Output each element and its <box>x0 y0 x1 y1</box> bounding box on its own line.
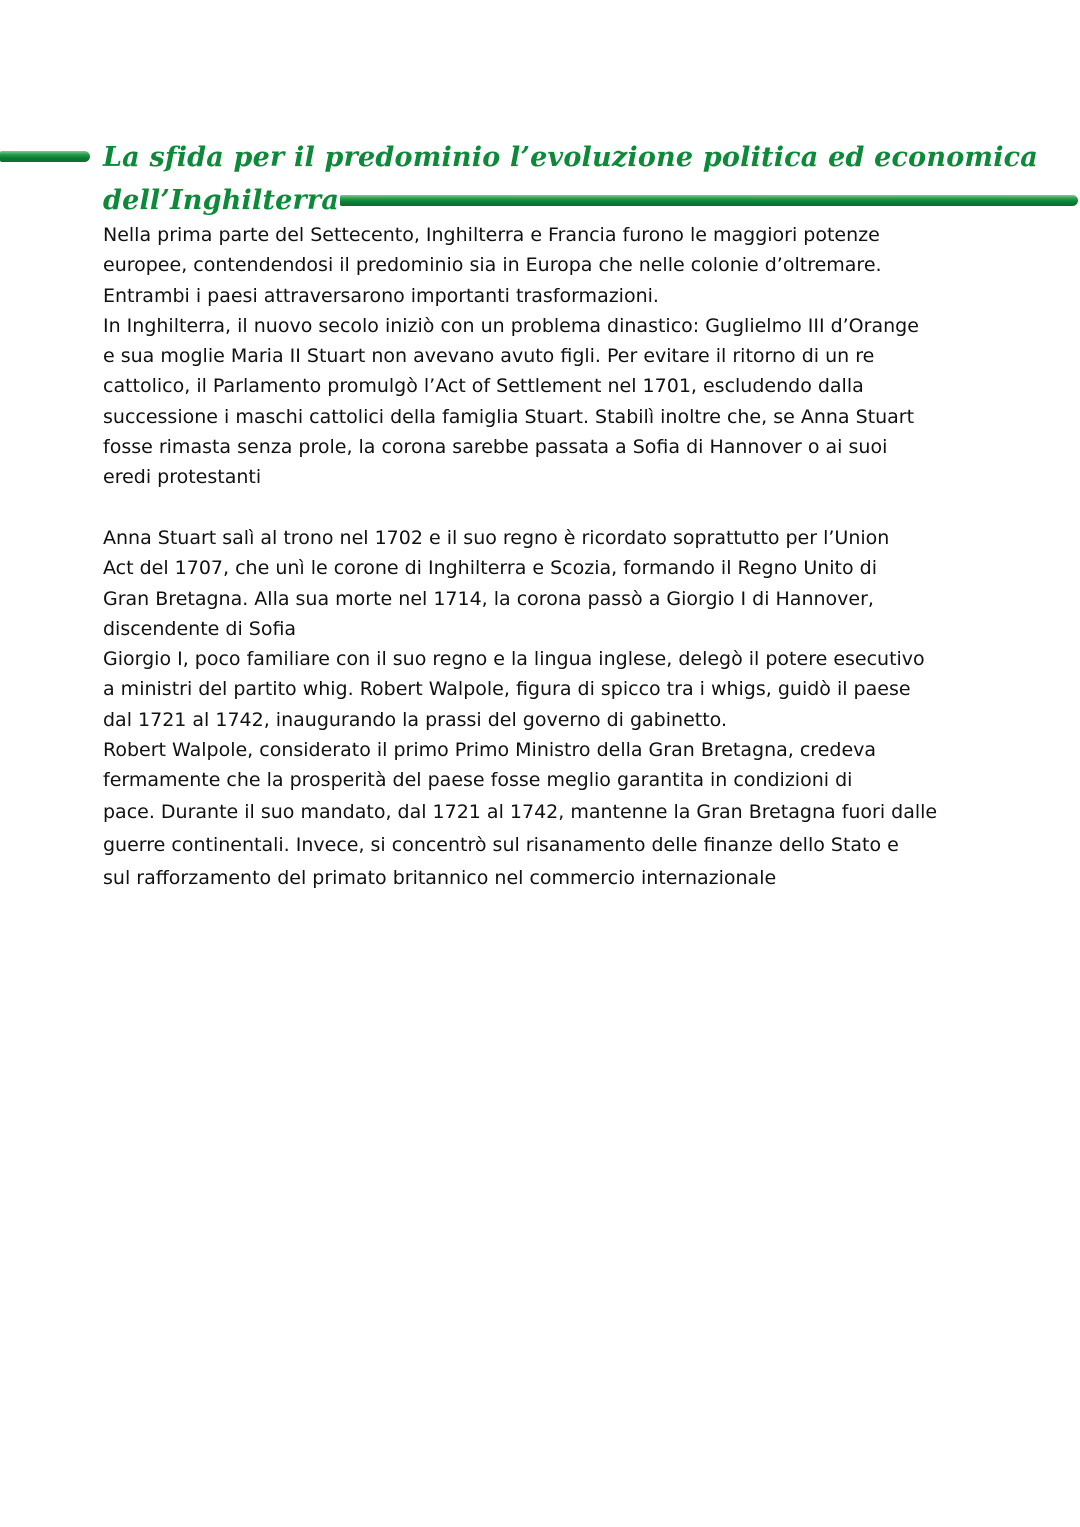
text-line: e sua moglie Maria II Stuart non avevano avuto figli. Per evitare il ritorno di un re <box>103 345 875 368</box>
text-line: Anna Stuart salì al trono nel 1702 e il suo regno è ricordato soprattutto per l’Union <box>103 526 890 549</box>
page-title <box>103 136 1038 222</box>
paragraph-dynastic-problem <box>103 311 1003 493</box>
text-line: Robert Walpole, considerato il primo Primo Ministro della Gran Bretagna, credeva <box>103 739 877 762</box>
text-line: eredi protestanti <box>103 466 262 489</box>
text-line: europee, contendendosi il predominio sia in Europa che nelle colonie d’oltremare. <box>103 254 882 277</box>
text-line: Giorgio I, poco familiare con il suo regno e la lingua inglese, delegò il potere esecutivo <box>103 648 925 671</box>
page-title-line-1: La sfida per il predominio l’evoluzione politica ed economica <box>103 142 1038 173</box>
text-line: Nella prima parte del Settecento, Inghilterra e Francia furono le maggiori potenze <box>103 224 880 246</box>
paragraph-giorgio-i <box>103 644 1003 735</box>
text-line: fermamente che la prosperità del paese fosse meglio garantita in condizioni di <box>103 769 853 792</box>
text-line: Entrambi i paesi attraversarono importanti trasformazioni. <box>103 284 659 307</box>
text-line: a ministri del partito whig. Robert Walpole, figura di spicco tra i whigs, guidò il paese <box>103 678 911 701</box>
text-line: dal 1721 al 1742, inaugurando la prassi del governo di gabinetto. <box>103 708 727 731</box>
paragraph-walpole <box>103 735 1003 895</box>
text-line: Gran Bretagna. Alla sua morte nel 1714, la corona passò a Giorgio I di Hannover, <box>103 587 874 610</box>
paragraph-intro <box>103 220 1003 311</box>
text-line: sul rafforzamento del primato britannico nel commercio internazionale <box>103 866 777 889</box>
text-line: guerre continentali. Invece, si concentrò sul risanamento delle finanze dello Stato e <box>103 833 899 856</box>
paragraph-spacer <box>103 493 1003 523</box>
text-line: Act del 1707, che unì le corone di Inghilterra e Scozia, formando il Regno Unito di <box>103 557 878 580</box>
text-line: successione i maschi cattolici della famiglia Stuart. Stabilì inoltre che, se Anna Stuart <box>103 405 915 428</box>
text-line: cattolico, il Parlamento promulgò l’Act of Settlement nel 1701, escludendo dalla <box>103 375 864 398</box>
heading-accent-bar-left <box>0 151 90 162</box>
text-line: fosse rimasta senza prole, la corona sarebbe passata a Sofia di Hannover o ai suoi <box>103 436 888 459</box>
page-title-line-2: dell’Inghilterra <box>103 185 340 216</box>
body-text <box>103 220 1003 895</box>
text-line: discendente di Sofia <box>103 617 297 640</box>
text-line: pace. Durante il suo mandato, dal 1721 al 1742, mantenne la Gran Bretagna fuori dalle <box>103 800 938 823</box>
paragraph-anna-stuart <box>103 523 1003 644</box>
text-line: In Inghilterra, il nuovo secolo iniziò con un problema dinastico: Guglielmo III d’Orange <box>103 314 919 337</box>
